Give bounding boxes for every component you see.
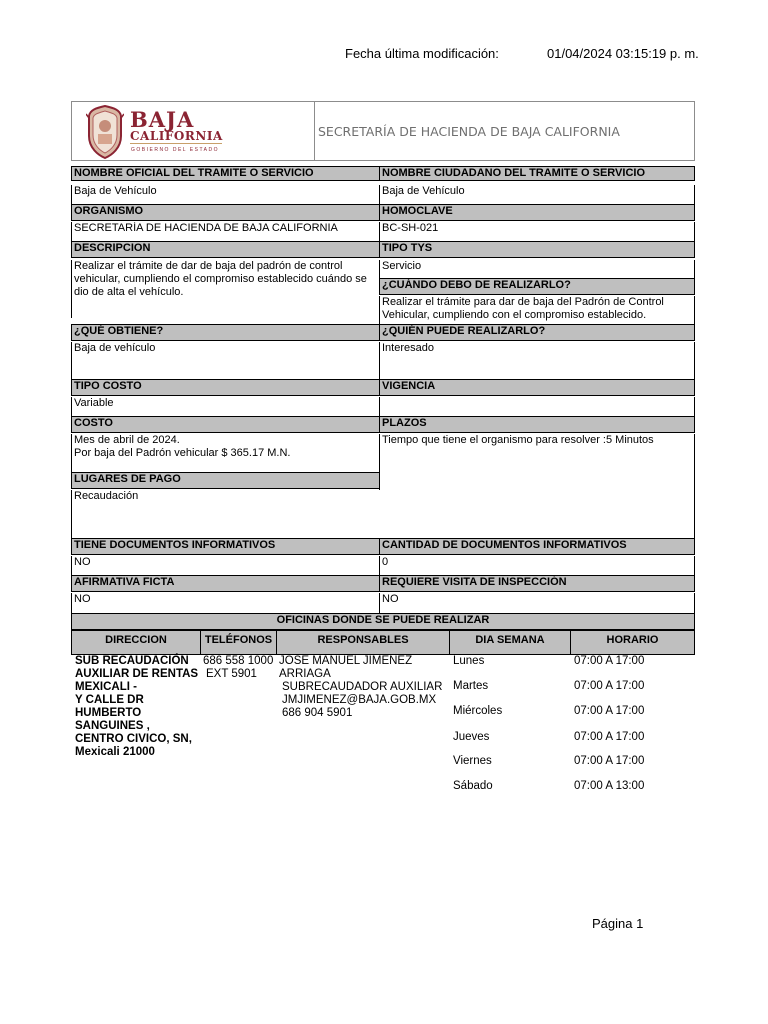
office-responsables	[279, 655, 449, 720]
afirmativa-label: AFIRMATIVA FICTA	[71, 575, 380, 592]
afirmativa-value: NO	[71, 593, 380, 613]
schedule-hours-martes: 07:00 A 17:00	[574, 680, 645, 692]
schedule-day-jueves: Jueves	[453, 731, 490, 743]
office-address	[75, 655, 201, 759]
organismo-label: ORGANISMO	[71, 204, 380, 221]
responsable-line: 686 904 5901	[282, 707, 353, 719]
quien-label: ¿QUIÉN PUEDE REALIZARLO?	[379, 324, 695, 341]
logo-divider	[130, 143, 222, 144]
address-line: CENTRO CIVICO, SN,	[75, 733, 192, 745]
vigencia-value	[379, 397, 695, 416]
que-obtiene-value: Baja de vehículo	[71, 342, 380, 379]
visita-label: REQUIERE VISITA DE INSPECCIÓN	[379, 575, 695, 592]
homoclave-label: HOMOCLAVE	[379, 204, 695, 221]
descripcion-label: DESCRIPCION	[71, 241, 380, 258]
responsable-line: JOSE MANUEL JIMENEZ	[279, 655, 413, 667]
organismo-value: SECRETARÍA DE HACIENDA DE BAJA CALIFORNIA	[71, 222, 380, 241]
phone-line: EXT 5901	[206, 668, 257, 680]
nombre-ciudadano-value: Baja de Vehículo	[379, 185, 695, 204]
cant-docs-value: 0	[379, 556, 695, 575]
schedule-hours-miercoles: 07:00 A 17:00	[574, 705, 645, 717]
logo-text-baja: BAJA	[130, 107, 195, 132]
tipo-tys-label: TIPO TYS	[379, 241, 695, 258]
cuando-label: ¿CUÁNDO DEBO DE REALIZARLO?	[379, 278, 695, 295]
tipo-costo-value: Variable	[71, 397, 380, 416]
descripcion-value: Realizar el trámite de dar de baja del padrón de control vehicular, cumpliendo el compromiso establecido cuándo se dio de alta el vehículo.	[71, 260, 380, 318]
responsable-line: SUBRECAUDADOR AUXILIAR	[282, 681, 443, 693]
cant-docs-label: CANTIDAD DE DOCUMENTOS INFORMATIVOS	[379, 538, 695, 555]
schedule-day-miercoles: Miércoles	[453, 705, 503, 717]
schedule-hours-viernes: 07:00 A 17:00	[574, 755, 645, 767]
nombre-ciudadano-label: NOMBRE CIUDADANO DEL TRAMITE O SERVICIO	[379, 166, 695, 181]
address-line: Mexicali 21000	[75, 746, 155, 758]
address-line: AUXILIAR DE RENTAS	[75, 668, 199, 680]
oficinas-title: OFICINAS DONDE SE PUEDE REALIZAR	[71, 613, 695, 630]
tipo-tys-value: Servicio	[379, 260, 695, 278]
coat-of-arms-icon	[86, 104, 124, 160]
nombre-oficial-value: Baja de Vehículo	[71, 185, 380, 204]
address-line: SUB RECAUDACIÓN	[75, 655, 189, 667]
col-horario: HORARIO	[570, 630, 695, 655]
col-responsables: RESPONSABLES	[276, 630, 450, 655]
que-obtiene-label: ¿QUÉ OBTIENE?	[71, 324, 380, 341]
baja-california-logo	[86, 104, 316, 160]
logo-text-gobierno: GOBIERNO DEL ESTADO	[131, 147, 219, 153]
schedule-day-lunes: Lunes	[453, 655, 485, 667]
tipo-costo-label: TIPO COSTO	[71, 379, 380, 396]
docs-label: TIENE DOCUMENTOS INFORMATIVOS	[71, 538, 380, 555]
schedule-hours-sabado: 07:00 A 13:00	[574, 780, 645, 792]
quien-value: Interesado	[379, 342, 695, 379]
costo-value-line1: Mes de abril de 2024.	[74, 434, 180, 446]
docs-value: NO	[71, 556, 380, 575]
address-line: MEXICALI -	[75, 681, 137, 693]
last-modified-label: Fecha última modificación:	[345, 46, 499, 61]
responsable-line: JMJIMENEZ@BAJA.GOB.MX	[282, 694, 437, 706]
plazos-label: PLAZOS	[379, 416, 695, 433]
schedule-day-sabado: Sábado	[453, 780, 493, 792]
plazos-value: Tiempo que tiene el organismo para resolver :5 Minutos	[379, 434, 695, 538]
office-phones	[203, 655, 277, 681]
vigencia-label: VIGENCIA	[379, 379, 695, 396]
logo-text-california: CALIFORNIA	[130, 129, 223, 143]
address-line: SANGUINES ,	[75, 720, 150, 732]
costo-value-line2: Por baja del Padrón vehicular $ 365.17 M.N.	[74, 447, 291, 459]
schedule-hours-jueves: 07:00 A 17:00	[574, 731, 645, 743]
address-line: Y CALLE DR	[75, 694, 144, 706]
schedule-hours-lunes: 07:00 A 17:00	[574, 655, 645, 667]
schedule-day-viernes: Viernes	[453, 755, 492, 767]
phone-line: 686 558 1000	[203, 655, 274, 667]
organization-title: SECRETARÍA DE HACIENDA DE BAJA CALIFORNIA	[318, 124, 620, 139]
lugares-value: Recaudación	[71, 490, 380, 538]
address-line: HUMBERTO	[75, 707, 142, 719]
schedule-day-martes: Martes	[453, 680, 489, 692]
responsable-line: ARRIAGA	[279, 668, 331, 680]
lugares-label: LUGARES DE PAGO	[71, 472, 380, 489]
homoclave-value: BC-SH-021	[379, 222, 695, 241]
visita-value: NO	[379, 593, 695, 613]
col-dia-semana: DIA SEMANA	[449, 630, 571, 655]
nombre-oficial-label: NOMBRE OFICIAL DEL TRAMITE O SERVICIO	[71, 166, 380, 181]
page-number: Página 1	[592, 916, 644, 931]
costo-value	[71, 434, 380, 472]
col-telefonos: TELÉFONOS	[200, 630, 277, 655]
cuando-value: Realizar el trámite para dar de baja del Padrón de Control Vehicular, cumpliendo con el compromiso establecido.	[379, 296, 695, 324]
costo-label: COSTO	[71, 416, 380, 433]
document-header	[71, 101, 695, 161]
last-modified-value: 01/04/2024 03:15:19 p. m.	[547, 46, 699, 61]
col-direccion: DIRECCION	[71, 630, 201, 655]
header-divider	[314, 102, 315, 160]
